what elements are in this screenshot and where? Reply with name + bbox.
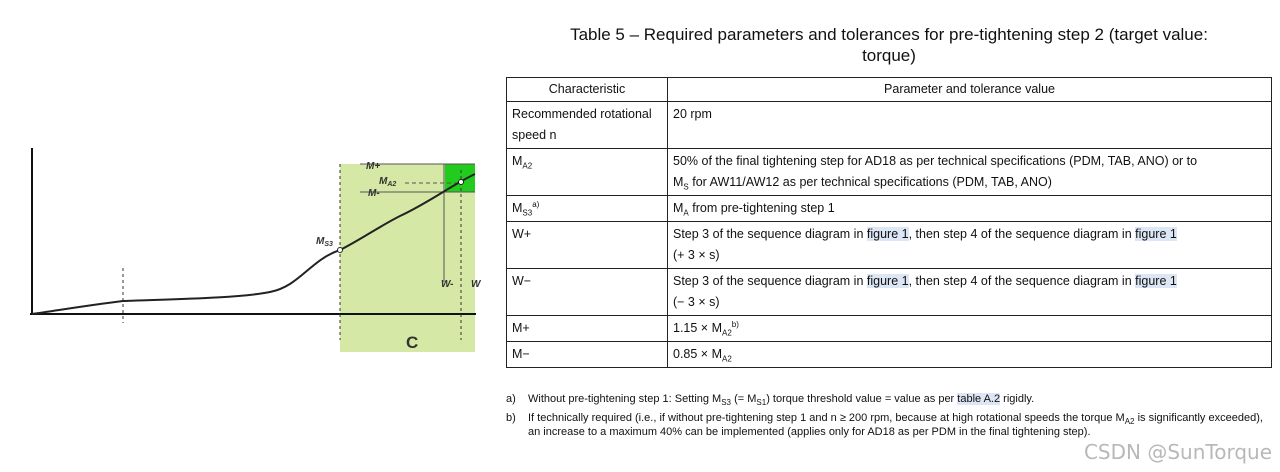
mplus-footnote-ref[interactable]: b) bbox=[731, 319, 739, 329]
cell-mplus-value bbox=[668, 316, 1272, 342]
wplus-text-a: Step 3 of the sequence diagram in bbox=[673, 227, 864, 241]
ms3-label-sub: S3 bbox=[324, 241, 333, 248]
table-title: Table 5 – Required parameters and tolerances for pre-tightening step 2 (target value: torque) bbox=[570, 25, 1208, 65]
ms3-sym: M bbox=[512, 201, 523, 215]
w-plus-label: W bbox=[471, 279, 481, 290]
header-parameter: Parameter and tolerance value bbox=[668, 78, 1272, 102]
figure-1-link[interactable]: figure 1 bbox=[866, 274, 909, 288]
cell-wminus-label: W− bbox=[507, 269, 668, 316]
m-minus-label: M- bbox=[368, 188, 380, 199]
target-point bbox=[459, 180, 464, 185]
footnote-b-t2: is significantly exceeded), an increase to a maximum 40% can be implemented (applies only for AD18 as per PDM in the final tightening step). bbox=[528, 412, 1263, 438]
torque-diagram-svg bbox=[0, 130, 495, 360]
footnotes bbox=[506, 392, 1268, 444]
ma2-value-b: for AW11/AW12 as per technical specifications (PDM, TAB, ANO) bbox=[692, 175, 1052, 189]
footnote-a bbox=[506, 392, 1268, 406]
table-row bbox=[507, 222, 1272, 269]
cell-wplus-label: W+ bbox=[507, 222, 668, 269]
table-row bbox=[507, 316, 1272, 342]
footnote-a-mark: a) bbox=[506, 393, 516, 405]
cell-wminus-value bbox=[668, 269, 1272, 316]
w-minus-label: W- bbox=[441, 279, 454, 290]
mplus-pre: 1.15 × M bbox=[673, 321, 722, 335]
footnote-b-mark: b) bbox=[506, 412, 516, 424]
ms3-point bbox=[338, 248, 343, 253]
mminus-sub: A2 bbox=[722, 354, 732, 364]
footnote-a-t4: rigidly. bbox=[1003, 393, 1035, 405]
mminus-pre: 0.85 × M bbox=[673, 347, 722, 361]
ma2-sub: A2 bbox=[522, 161, 533, 171]
watermark: CSDN @SunTorque bbox=[1083, 440, 1272, 464]
table-row bbox=[507, 149, 1272, 196]
header-characteristic: Characteristic bbox=[507, 78, 668, 102]
ma-sym: M bbox=[673, 201, 684, 215]
table-a2-link[interactable]: table A.2 bbox=[957, 393, 1001, 405]
parameters-table bbox=[506, 77, 1272, 368]
cell-ms3-label bbox=[507, 196, 668, 222]
footnote-b-s1: A2 bbox=[1124, 417, 1135, 427]
footnote-a-s2: S1 bbox=[756, 398, 767, 408]
figure-1-link[interactable]: figure 1 bbox=[1135, 227, 1177, 241]
ms3-label-sym: M bbox=[316, 236, 325, 247]
cell-mminus-label: M− bbox=[507, 342, 668, 368]
wplus-text-c: (+ 3 × s) bbox=[673, 248, 720, 262]
footnote-a-t3: ) torque threshold value = value as per bbox=[766, 393, 955, 405]
wminus-text-c: (− 3 × s) bbox=[673, 295, 720, 309]
figure-1-link[interactable]: figure 1 bbox=[1135, 274, 1177, 288]
ma2-value-a: 50% of the final tightening step for AD18 as per technical specifications (PDM, TAB, ANO) or to bbox=[673, 154, 1198, 168]
ms-sym: M bbox=[673, 175, 684, 189]
wplus-text-b: , then step 4 of the sequence diagram in bbox=[908, 227, 1132, 241]
cell-speed-value: 20 rpm bbox=[668, 102, 1272, 149]
footnote-a-text bbox=[528, 392, 1034, 406]
ms3-sub: S3 bbox=[522, 208, 533, 218]
table-row bbox=[507, 342, 1272, 368]
table-header-row bbox=[507, 78, 1272, 102]
ms3-footnote-ref[interactable]: a) bbox=[532, 199, 540, 209]
cell-wplus-value bbox=[668, 222, 1272, 269]
wminus-text-b: , then step 4 of the sequence diagram in bbox=[908, 274, 1132, 288]
wminus-text-a: Step 3 of the sequence diagram in bbox=[673, 274, 864, 288]
m-plus-label: M+ bbox=[366, 161, 381, 172]
footnote-a-s1: S3 bbox=[721, 398, 732, 408]
footnote-b-text bbox=[528, 411, 1268, 439]
cell-ms3-value bbox=[668, 196, 1272, 222]
ma2-label-sym: M bbox=[379, 176, 388, 187]
table-row bbox=[507, 102, 1272, 149]
figure-1-link[interactable]: figure 1 bbox=[866, 227, 909, 241]
cell-mplus-label: M+ bbox=[507, 316, 668, 342]
ma-sub: A bbox=[683, 208, 689, 218]
ms3-value-text: from pre-tightening step 1 bbox=[692, 201, 835, 215]
cell-speed-label: Recommended rotational speed n bbox=[507, 102, 668, 149]
footnote-b-t1: If technically required (i.e., if without pre-tightening step 1 and n ≥ 200 rpm, because at high rotational speeds the torque M bbox=[528, 412, 1125, 424]
zone-c-label: C bbox=[406, 333, 419, 352]
mplus-sub: A2 bbox=[722, 328, 732, 338]
table-row bbox=[507, 269, 1272, 316]
cell-ma2-value bbox=[668, 149, 1272, 196]
cell-mminus-value bbox=[668, 342, 1272, 368]
table-row bbox=[507, 196, 1272, 222]
torque-diagram bbox=[0, 130, 495, 360]
ms-sub: S bbox=[683, 182, 689, 192]
footnote-b bbox=[506, 411, 1268, 439]
footnote-a-t1: Without pre-tightening step 1: Setting M bbox=[528, 393, 722, 405]
ma2-sym: M bbox=[512, 154, 523, 168]
footnote-a-t2: (= M bbox=[734, 393, 757, 405]
ms3-label bbox=[316, 236, 333, 248]
ma2-label-sub: A2 bbox=[387, 181, 397, 188]
cell-ma2-label bbox=[507, 149, 668, 196]
